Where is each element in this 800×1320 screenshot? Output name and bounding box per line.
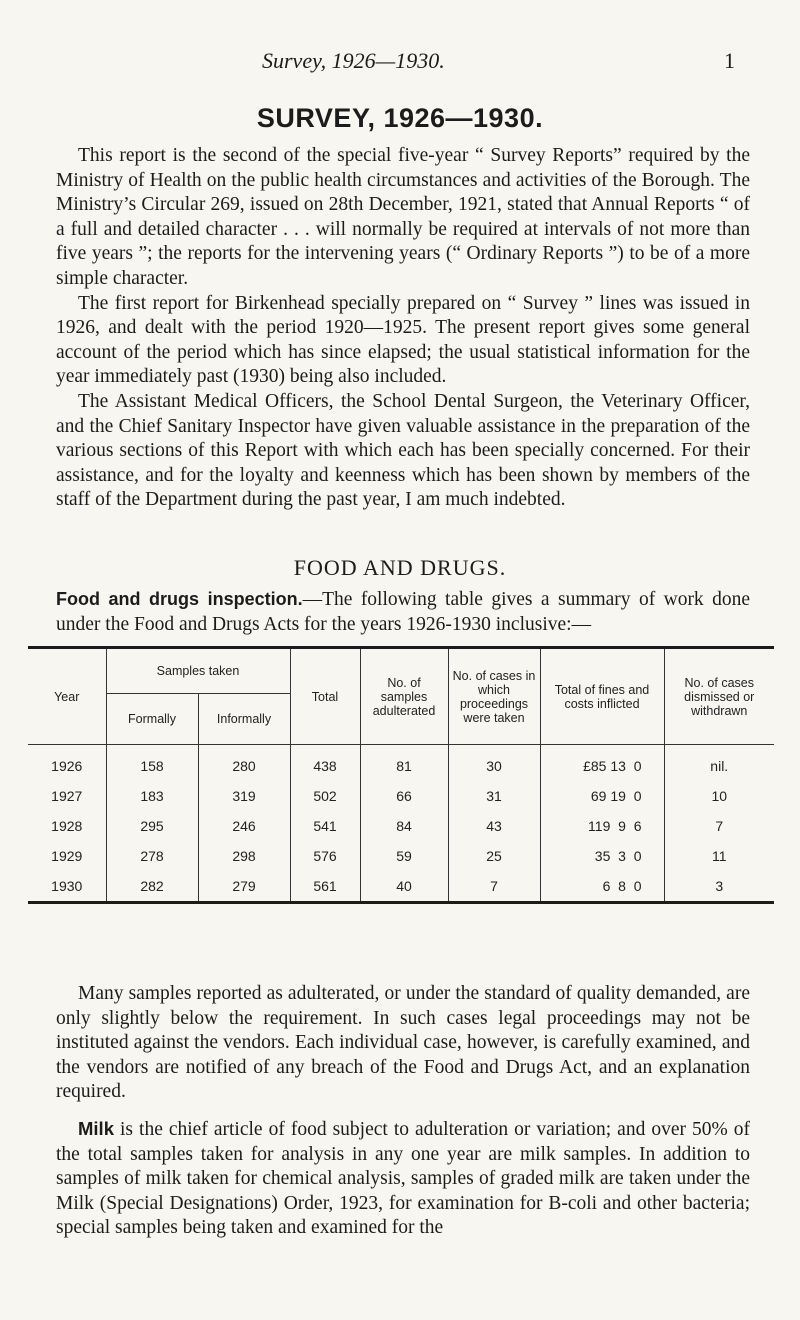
cell-proceedings: 25 [448,841,540,871]
header-formally: Formally [106,694,198,745]
cell-dismissed: 7 [664,811,774,841]
page-title: SURVEY, 1926—1930. [256,103,544,133]
milk-text: is the chief article of food subject to adulteration or variation; and over 50% of the total samples taken for analysis in any one year are milk samples. In addition to samples of milk taken for chemical analysis, samples of graded milk are taken under the Milk (Special Designations) Order, 1923, for examination for B-coli and other bacteria; special samples being taken and examined for the [56,1118,750,1239]
cell-dismissed: nil. [664,745,774,782]
food-drugs-summary-table [28,646,774,904]
header-proceedings: No. of cases in which proceedings were taken [448,648,540,745]
cell-informally: 319 [198,781,290,811]
cell-fines: £85 13 0 [540,745,664,782]
cell-fines: 119 9 6 [540,811,664,841]
cell-proceedings: 7 [448,871,540,903]
section-heading-food-and-drugs: FOOD AND DRUGS. [293,555,507,580]
cell-informally: 279 [198,871,290,903]
cell-fines: 35 3 0 [540,841,664,871]
cell-total: 438 [290,745,360,782]
cell-adulterated: 66 [360,781,448,811]
running-head-title: Survey, 1926—1930. [262,48,445,73]
table-row [28,745,774,782]
header-samples-taken: Samples taken [106,648,290,694]
cell-year: 1927 [51,788,83,804]
header-adulterated: No. of samples adulterated [360,648,448,745]
cell-year: 1929 [51,848,83,864]
cell-dismissed: 10 [664,781,774,811]
food-inspection-text: —The following table gives a summary of work done under the Food and Drugs Acts for the years 1926-1930 inclusive:— [56,589,750,635]
cell-dismissed: 3 [664,871,774,903]
cell-fines: 69 19 0 [540,781,664,811]
header-dismissed: No. of cases dismissed or withdrawn [664,648,774,745]
cell-adulterated: 40 [360,871,448,903]
post-table-section [56,982,750,1241]
adulteration-paragraph: Many samples reported as adulterated, or under the standard of quality demanded, are only slightly below the requirement. In such cases legal proceedings may not be instituted against the vendors. Each individual case, however, is carefully examined, and the vendors are notified of any breach of the Food and Drugs Act, and an explanation required. [56,983,750,1103]
cell-informally: 246 [198,811,290,841]
cell-adulterated: 59 [360,841,448,871]
header-fines: Total of fines and costs inflicted [540,648,664,745]
cell-formally: 278 [106,841,198,871]
cell-total: 561 [290,871,360,903]
table-row [28,781,774,811]
cell-dismissed: 11 [664,841,774,871]
intro-paragraph-3: The Assistant Medical Officers, the School Dental Surgeon, the Veterinary Officer, and the Chief Sanitary Inspector have given valuable assistance in the preparation of the various sections of this Report with which each has been specially concerned. For their assistance, and for the loyalty and keenness which has been shown by members of the staff of the Department during the past year, I am much indebted. [56,390,750,511]
intro-paragraph-2: The first report for Birkenhead specially prepared on “ Survey ” lines was issued in 1926, and dealt with the period 1920—1925. The present report gives some general account of the period which has since elapsed; the usual statistical information for the year immediately past (1930) being also included. [56,292,750,388]
cell-year: 1928 [51,818,83,834]
table-row [28,871,774,903]
cell-formally: 158 [106,745,198,782]
intro-section [56,144,750,513]
cell-year: 1926 [28,745,106,782]
cell-formally: 183 [106,781,198,811]
milk-lead: Milk [78,1117,114,1139]
cell-proceedings: 43 [448,811,540,841]
cell-fines: 6 8 0 [540,871,664,903]
cell-proceedings: 30 [448,745,540,782]
page-number: 1 [724,48,735,73]
cell-total: 541 [290,811,360,841]
cell-total: 576 [290,841,360,871]
header-year: Year [54,689,80,704]
intro-paragraph-1: This report is the second of the special five-year “ Survey Reports” required by the Ministry of Health on the public health circumstances and activities of the Borough. The Ministry’s Circular 269, issued on 28th December, 1921, stated that Annual Reports “ of a full and detailed character . . . will normally be required at intervals of not more than five years ”; the reports for the intervening years (“ Ordinary Reports ”) to be of a more simple character. [56,145,750,289]
table-row [28,811,774,841]
header-informally: Informally [198,694,290,745]
table-row [28,841,774,871]
cell-proceedings: 31 [448,781,540,811]
milk-paragraph [56,1117,750,1241]
header-total: Total [290,648,360,745]
cell-year: 1930 [51,878,83,894]
running-head [0,48,800,80]
cell-adulterated: 84 [360,811,448,841]
cell-informally: 280 [198,745,290,782]
cell-informally: 298 [198,841,290,871]
food-inspection-paragraph [56,587,750,637]
food-inspection-lead: Food and drugs inspection. [56,589,303,609]
cell-formally: 282 [106,871,198,903]
cell-total: 502 [290,781,360,811]
cell-adulterated: 81 [360,745,448,782]
cell-formally: 295 [106,811,198,841]
